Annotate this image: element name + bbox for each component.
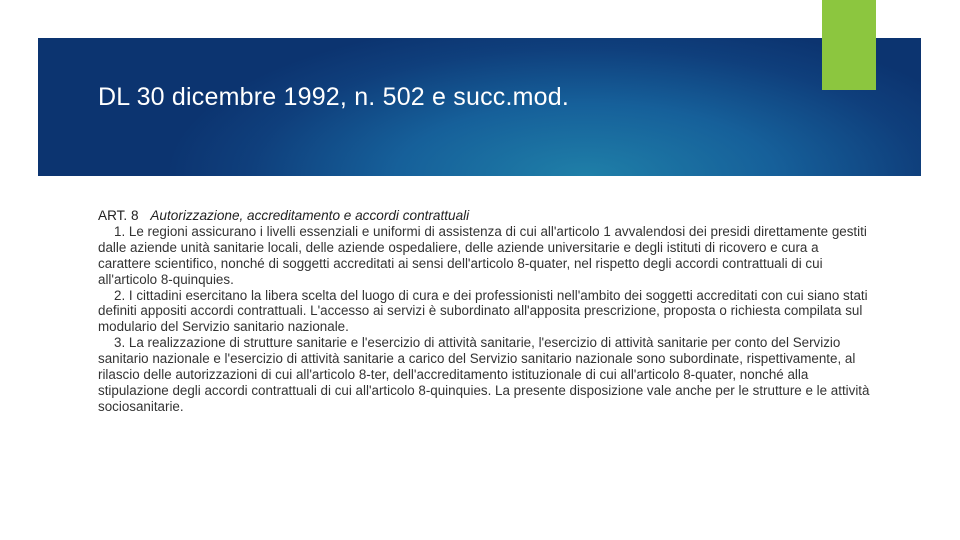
paragraph-3: 3. La realizzazione di strutture sanitarie e l'esercizio di attività sanitarie, l'esercizio di attività sanitarie per conto del Servizio sanitario nazionale e l'esercizio di attività sanitarie a carico del Servizio sanitario nazionale sono subordinate, rispettivamente, al rilascio delle autorizzazioni di cui all'articolo 8-ter, dell'accreditamento istituzionale di cui all'articolo 8-quater, nonché alla stipulazione degli accordi contrattuali di cui all'articolo 8-quinquies. La presente disposizione vale anche per le strutture e le attività sociosanitarie.	[98, 335, 870, 414]
paragraph-2: 2. I cittadini esercitano la libera scelta del luogo di cura e dei professionisti nell'ambito dei soggetti accreditati con cui siano stati definiti appositi accordi contrattuali. L'accesso ai servizi è subordinato all'apposita prescrizione, proposta o richiesta compilata sul modulario del Servizio sanitario nazionale.	[98, 287, 868, 335]
article-title: Autorizzazione, accreditamento e accordi contrattuali	[150, 208, 470, 223]
paragraph-1: 1. Le regioni assicurano i livelli essenziali e uniformi di assistenza di cui all'articolo 1 avvalendosi dei presidi direttamente gestiti dalle aziende unità sanitarie locali, delle aziende ospedaliere, delle aziende universitarie e degli istituti di ricovero e cura a carattere scientifico, nonché di soggetti accreditati ai sensi dell'articolo 8-quater, nel rispetto degli accordi contrattuali di cui all'articolo 8-quinquies.	[98, 223, 867, 287]
slide-title: DL 30 dicembre 1992, n. 502 e succ.mod.	[98, 83, 570, 111]
slide-body	[98, 208, 873, 415]
article-number: ART. 8	[98, 208, 139, 223]
accent-bar	[822, 0, 876, 90]
article-heading	[98, 208, 873, 224]
